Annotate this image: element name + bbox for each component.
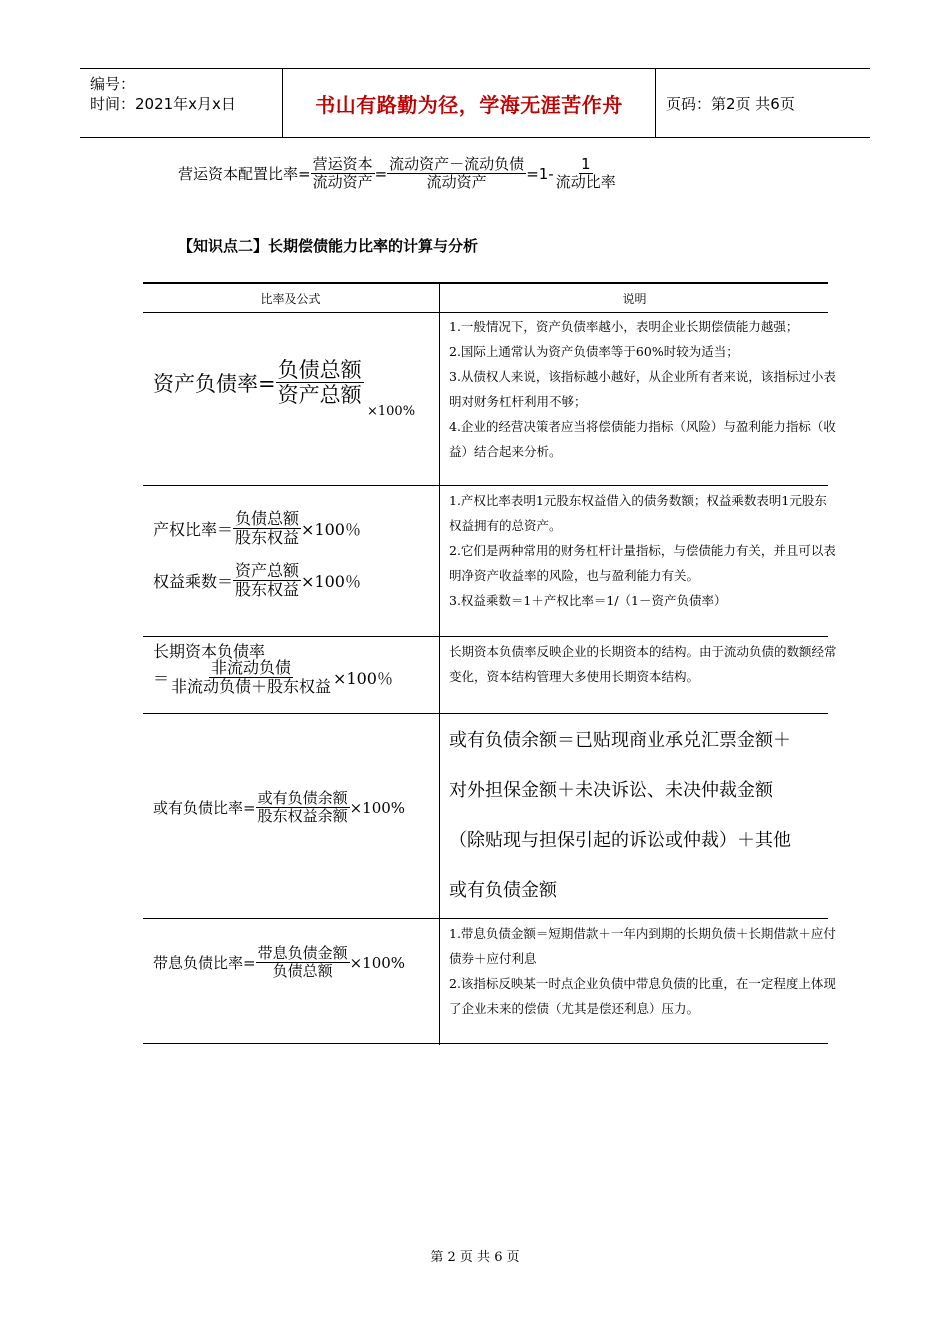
fraction-denominator: 负债总额 <box>272 962 333 981</box>
description-line: 2.它们是两种常用的财务杠杆计量指标，与偿债能力有关，并且可以表明净资产收益率的风险，也与盈利能力有关。 <box>449 543 836 583</box>
fraction-2 <box>387 156 526 192</box>
fraction-numerator: 非流动负债 <box>211 658 292 677</box>
formula-suffix: ×100％ <box>333 669 393 689</box>
fraction <box>233 510 301 548</box>
fraction-2-numerator: 流动资产－流动负债 <box>389 155 525 173</box>
page-header <box>80 68 870 138</box>
fraction-denominator: 股东权益 <box>235 528 300 548</box>
formula-lhs: 权益乘数＝ <box>153 572 234 592</box>
description-line: （除贴现与担保引起的诉讼或仲裁）＋其他 <box>449 830 791 851</box>
number-label: 编号： <box>90 75 136 93</box>
description-cell <box>439 714 829 918</box>
fraction-denominator: 非流动负债＋股东权益 <box>171 677 332 697</box>
long-term-capital-debt-formula <box>153 659 393 697</box>
description-line: 1.带息负债金额＝短期借款＋一年内到期的长期负债＋长期借款＋应付债券＋应付利息 <box>449 926 836 966</box>
fraction <box>233 562 301 600</box>
description-cell <box>439 919 846 1045</box>
description-cell <box>439 486 846 638</box>
description-line: 3.权益乘数＝1＋产权比率＝1/（1－资产负债率） <box>449 593 727 608</box>
fraction-1-denominator: 流动资产 <box>312 173 373 192</box>
fraction <box>169 659 333 697</box>
description-cell <box>439 637 846 715</box>
formula-suffix: ×100% <box>349 798 406 817</box>
table-row <box>143 486 836 637</box>
header-left-cell <box>80 69 283 137</box>
fraction-numerator: 带息负债金额 <box>257 944 348 962</box>
equity-multiplier-formula <box>153 562 361 600</box>
header-page-cell <box>656 69 870 137</box>
equals-2: =1- <box>526 164 554 183</box>
page-label: 页码：第2页 共6页 <box>666 94 795 113</box>
header-col-formula: 比率及公式 <box>260 291 321 306</box>
header-motto-cell <box>283 69 656 137</box>
formula-suffix: ×100% <box>349 953 406 972</box>
date-label: 时间：2021年x月x日 <box>90 95 236 113</box>
formula-lhs: 带息负债比率= <box>153 954 256 973</box>
formula-cell <box>143 714 438 918</box>
formula-equals: ＝ <box>153 669 170 689</box>
debt-ratio-formula <box>153 358 364 407</box>
section-heading: 【知识点二】长期偿债能力比率的计算与分析 <box>178 237 479 255</box>
working-capital-formula <box>178 156 618 192</box>
description-line: 1.产权比率表明1元股东权益借入的债务数额；权益乘数表明1元股东权益拥有的总资产。 <box>449 493 827 533</box>
description-line: 或有负债金额 <box>449 880 557 901</box>
formula-lhs: 产权比率＝ <box>153 520 234 540</box>
interest-bearing-debt-formula <box>153 945 405 981</box>
fraction-1-numerator: 营运资本 <box>312 155 373 173</box>
formula-cell <box>143 486 438 636</box>
formula-lhs: 资产负债率= <box>153 371 276 396</box>
table-row <box>143 637 837 714</box>
description-line: 2.该指标反映某一时点企业负债中带息负债的比重，在一定程度上体现了企业未来的偿债（尤其是偿还利息）压力。 <box>449 976 836 1016</box>
formula-cell <box>143 312 438 485</box>
fraction-3-denominator: 流动比率 <box>555 173 616 192</box>
fraction-1 <box>311 156 375 192</box>
fraction-3 <box>554 156 618 192</box>
equity-ratio-formula <box>153 510 361 548</box>
formula-lhs: 营运资本配置比率= <box>178 165 311 184</box>
fraction-denominator: 股东权益 <box>235 580 300 600</box>
fraction-3-numerator: 1 <box>580 155 591 173</box>
fraction <box>256 945 350 981</box>
description-line: 或有负债余额＝已贴现商业承兑汇票金额＋ <box>449 730 791 751</box>
fraction-numerator: 或有负债余额 <box>257 789 348 807</box>
fraction-2-denominator: 流动资产 <box>426 173 487 192</box>
page-footer: 第 2 页 共 6 页 <box>430 1250 520 1265</box>
description-line: 4.企业的经营决策者应当将偿债能力指标（风险）与盈利能力指标（收益）结合起来分析。 <box>449 419 836 459</box>
table-row <box>143 919 836 1044</box>
contingent-liability-formula <box>153 790 405 826</box>
formula-lhs: 或有负债比率= <box>153 799 256 818</box>
equals-1: = <box>374 164 388 183</box>
formula-cell <box>143 637 438 713</box>
description-line: 对外担保金额＋未决诉讼、未决仲裁金额 <box>449 780 773 801</box>
fraction-denominator: 资产总额 <box>277 383 362 408</box>
fraction-numerator: 负债总额 <box>235 509 300 528</box>
header-col-description: 说明 <box>439 284 829 312</box>
formula-title: 长期资本负债率 <box>153 642 266 661</box>
fraction-numerator: 负债总额 <box>277 358 362 382</box>
fraction-denominator: 股东权益余额 <box>257 807 348 826</box>
formula-suffix: ×100% <box>367 404 416 419</box>
table-row <box>143 312 836 486</box>
fraction <box>256 790 350 826</box>
description-line: 2.国际上通常认为资产负债率等于60%时较为适当； <box>449 344 739 359</box>
fraction-numerator: 资产总额 <box>235 561 300 580</box>
fraction <box>276 358 364 407</box>
formula-cell <box>143 919 438 1043</box>
description-line: 1.一般情况下，资产负债率越小，表明企业长期偿债能力越强； <box>449 319 799 334</box>
table-header-row <box>143 282 828 313</box>
formula-suffix: ×100％ <box>301 572 361 592</box>
description-cell <box>439 312 846 487</box>
motto: 书山有路勤为径，学海无涯苦作舟 <box>315 92 623 117</box>
description-block <box>440 714 829 916</box>
description-line: 长期资本负债率反映企业的长期资本的结构。由于流动负债的数额经常变化，资本结构管理大多使用长期资本结构。 <box>449 644 837 684</box>
table-row <box>143 714 828 919</box>
formula-suffix: ×100％ <box>301 520 361 540</box>
description-line: 3.从债权人来说，该指标越小越好，从企业所有者来说，该指标过小表明对财务杠杆利用不够； <box>449 369 836 409</box>
